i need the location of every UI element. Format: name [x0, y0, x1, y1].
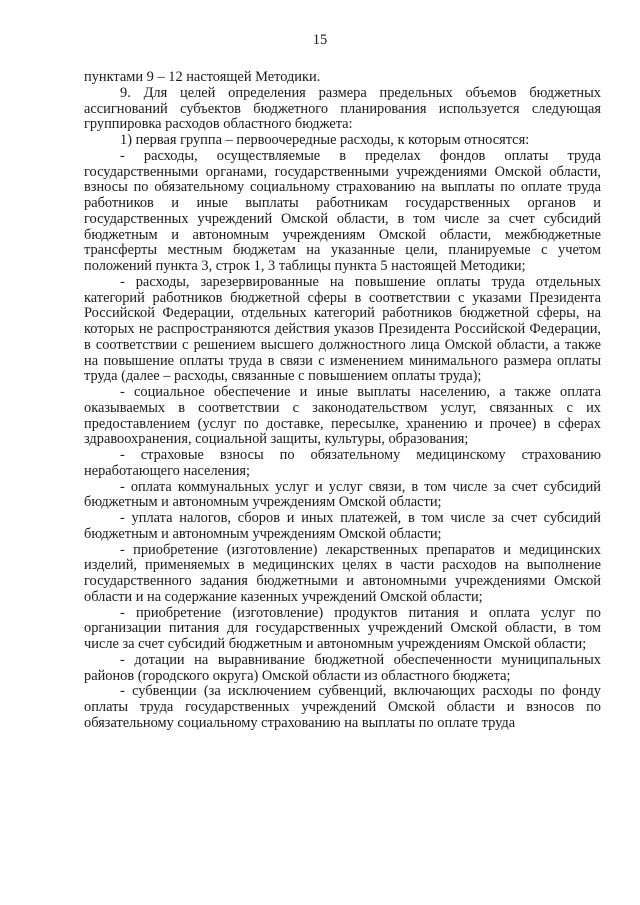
list-item: - оплата коммунальных услуг и услуг связи, в том числе за счет субсидий бюджетным и автономным учреждениям Омской области; [84, 478, 601, 511]
list-item: - дотации на выравнивание бюджетной обеспеченности муниципальных районов (городского округа) Омской области из областного бюджета; [84, 651, 601, 684]
list-item: - уплата налогов, сборов и иных платежей, в том числе за счет субсидий бюджетным и автономным учреждениям Омской области; [84, 510, 601, 542]
list-item: - приобретение (изготовление) лекарственных препаратов и медицинских изделий, применяемых в медицинских целях в части расходов на выполнение государственного задания бюджетными и автономными учреждениями Омской области и на содержание казенных учреждений Омской области; [84, 541, 601, 605]
list-item: - расходы, зарезервированные на повышение оплаты труда отдельных категорий работников бюджетной сферы в соответствии с указами Президента Российской Федерации, отдельных категорий работников бюджетной сферы, на которых не распространяются действия указов Президента Российской Федерации, в соответствии с решением высшего должностного лица Омской области, а также на повышение оплаты труда в связи с изменением минимального размера оплаты труда (далее – расходы, связанные с повышением оплаты труда); [84, 273, 601, 385]
document-body [84, 70, 601, 732]
list-item: - расходы, осуществляемые в пределах фондов оплаты труда государственными органами, государственными учреждениями Омской области, взносы по обязательному социальному страхованию на выплаты по оплате труда работников и иные выплаты работникам государственных органов и государственных учреждений Омской области, в том числе за счет субсидий бюджетным и автономным учреждениям Омской области, межбюджетные трансферты местным бюджетам на указанные цели, планируемые с учетом положений пункта 3, строк 1, 3 таблицы пункта 5 настоящей Методики; [84, 147, 601, 274]
paragraph-subitem-1: 1) первая группа – первоочередные расходы, к которым относятся: [120, 132, 530, 148]
list-item: - страховые взносы по обязательному медицинскому страхованию неработающего населения; [84, 447, 601, 479]
page-number: 15 [312, 32, 328, 48]
list-item: - субвенции (за исключением субвенций, включающих расходы по фонду оплаты труда государственных учреждений Омской области и взносов по обязательному социальному страхованию на выплаты по оплате труда [84, 683, 601, 731]
list-item: - социальное обеспечение и иные выплаты населению, а также оплата оказываемых в соответствии с законодательством услуг, связанных с их предоставлением (услуг по доставке, пересылке, хранению и прочее) в сферах здравоохранения, социальной защиты, культуры, образования; [84, 384, 601, 448]
paragraph-item-9: 9. Для целей определения размера предельных объемов бюджетных ассигнований субъектов бюджетного планирования используется следующая группировка расходов областного бюджета: [84, 84, 601, 133]
paragraph-continuation: пунктами 9 – 12 настоящей Методики. [84, 69, 321, 85]
list-item: - приобретение (изготовление) продуктов питания и оплата услуг по организации питания для государственных учреждений Омской области, в том числе за счет субсидий бюджетным и автономным учреждениям Омской области; [84, 604, 601, 652]
